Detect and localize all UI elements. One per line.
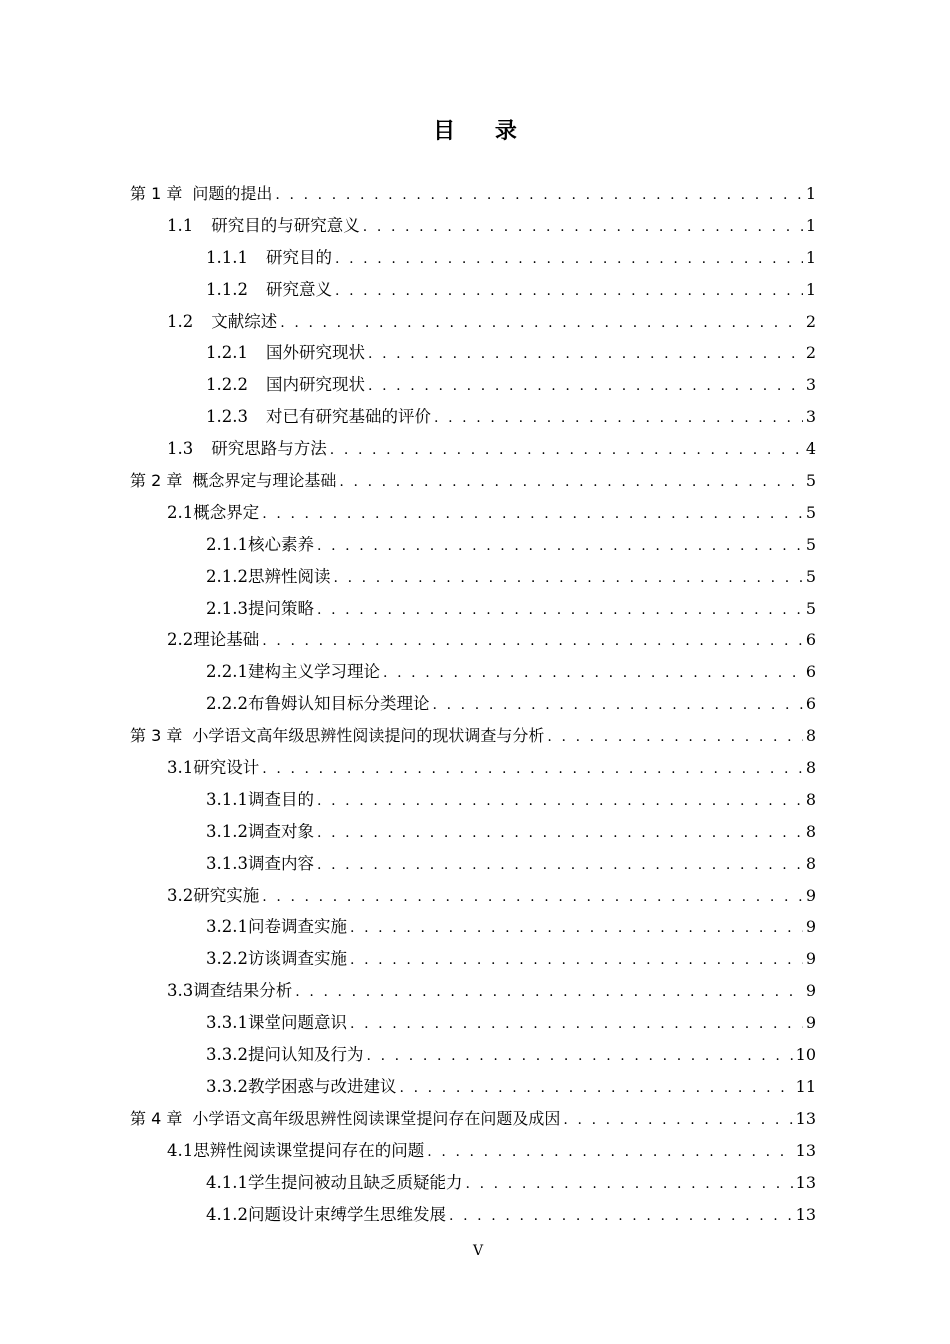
toc-leader-dots	[434, 403, 803, 433]
toc-leader-dots	[350, 945, 803, 975]
toc-leader-dots	[262, 499, 803, 529]
toc-entry-page: 5	[805, 502, 816, 522]
toc-entry-page: 8	[805, 758, 816, 778]
toc-entry-number: 1.1	[167, 215, 194, 235]
toc-entry-title: 问题的提出	[192, 184, 273, 203]
toc-entry[interactable]	[130, 593, 816, 625]
toc-leader-dots	[350, 913, 803, 943]
toc-entry-number: 2.1.1	[206, 534, 248, 554]
toc-entry-number: 3.1.1	[206, 789, 248, 809]
toc-entry-title: 核心素养	[247, 534, 314, 554]
toc-leader-dots	[427, 1137, 792, 1167]
toc-entry-number: 3.3.1	[206, 1013, 248, 1033]
toc-entry-number: 4.1.1	[206, 1172, 248, 1192]
toc-entry-page: 13	[795, 1108, 816, 1128]
toc-entry-title: 国外研究现状	[265, 343, 365, 363]
toc-entry-page: 1	[805, 247, 816, 267]
toc-leader-dots	[563, 1105, 792, 1135]
toc-entry-title: 学生提问被动且缺乏质疑能力	[247, 1172, 463, 1192]
toc-entry-number: 1.2.2	[206, 375, 248, 395]
toc-leader-dots	[317, 786, 803, 816]
toc-leader-dots	[333, 563, 802, 593]
toc-entry-title: 研究实施	[193, 885, 260, 905]
toc-leader-dots	[295, 977, 803, 1007]
toc-leader-dots	[280, 308, 803, 338]
toc-entry-title: 理论基础	[193, 630, 260, 650]
toc-entry[interactable]	[130, 784, 816, 816]
toc-leader-dots	[368, 339, 803, 369]
toc-entry-title: 调查结果分析	[193, 981, 293, 1001]
toc-entry-page: 5	[805, 598, 816, 618]
toc-entry-title: 研究目的与研究意义	[211, 215, 360, 235]
toc-entry-page: 6	[805, 630, 816, 650]
toc-leader-dots	[262, 882, 803, 912]
toc-entry[interactable]	[130, 1199, 816, 1231]
toc-entry[interactable]	[130, 975, 816, 1007]
toc-entry-number: 2.1.2	[206, 566, 248, 586]
toc-entry-title: 课堂问题意识	[247, 1013, 347, 1033]
toc-leader-dots	[317, 531, 803, 561]
toc-entry-number: 第 1 章	[130, 184, 183, 203]
toc-entry[interactable]	[130, 1071, 816, 1103]
toc-entry[interactable]	[130, 816, 816, 848]
toc-entry-title: 研究设计	[193, 758, 260, 778]
toc-entry[interactable]	[130, 1103, 816, 1135]
toc-entry-number: 3.3.2	[206, 1045, 248, 1065]
toc-entry-page: 2	[805, 343, 816, 363]
toc-entry-title: 提问认知及行为	[247, 1045, 364, 1065]
toc-entry[interactable]	[130, 624, 816, 656]
toc-entry[interactable]	[130, 1167, 816, 1199]
toc-entry-title: 概念界定	[193, 502, 260, 522]
toc-entry-number: 3.1	[167, 758, 194, 778]
toc-leader-dots	[335, 276, 803, 306]
toc-leader-dots	[317, 818, 803, 848]
toc-leader-dots	[317, 595, 803, 625]
toc-entry-number: 1.2.1	[206, 343, 248, 363]
toc-entry-page: 1	[805, 279, 816, 299]
toc-entry[interactable]	[130, 1007, 816, 1039]
toc-leader-dots	[465, 1169, 792, 1199]
toc-entry-title: 问题设计束缚学生思维发展	[247, 1204, 446, 1224]
toc-entry[interactable]	[130, 306, 816, 338]
toc-entry-number: 2.2.1	[206, 662, 248, 682]
toc-entry-page: 8	[805, 853, 816, 873]
toc-entry-page: 3	[805, 407, 816, 427]
toc-entry-number: 1.2.3	[206, 407, 248, 427]
toc-entry-number: 3.3	[167, 981, 194, 1001]
toc-entry-title: 教学困惑与改进建议	[247, 1076, 397, 1096]
toc-leader-dots	[275, 180, 802, 210]
toc-entry-page: 5	[805, 566, 816, 586]
toc-entry[interactable]	[130, 848, 816, 880]
toc-entry-page: 8	[805, 821, 816, 841]
toc-entry-number: 2.2	[167, 630, 194, 650]
toc-leader-dots	[330, 435, 803, 465]
toc-entry-number: 1.1.1	[206, 247, 248, 267]
toc-entry[interactable]	[130, 880, 816, 912]
toc-leader-dots	[432, 690, 802, 720]
toc-entry-title: 建构主义学习理论	[247, 662, 380, 682]
toc-entry-page: 3	[805, 375, 816, 395]
toc-entry[interactable]	[130, 943, 816, 975]
toc-entry-page: 6	[805, 662, 816, 682]
toc-entry-number: 3.1.2	[206, 821, 248, 841]
toc-entry-title: 提问策略	[247, 598, 314, 618]
toc-entry-page: 5	[805, 471, 816, 491]
toc-entry-page: 4	[805, 439, 816, 459]
toc-entry-page: 10	[795, 1045, 816, 1065]
toc-entry-title: 研究思路与方法	[211, 439, 327, 459]
toc-entry[interactable]	[130, 401, 816, 433]
toc-entry-page: 9	[805, 885, 816, 905]
toc-entry-title: 访谈调查实施	[247, 949, 347, 969]
toc-entry-page: 13	[795, 1204, 816, 1224]
toc-entry-page: 9	[805, 917, 816, 937]
toc-entry-page: 13	[795, 1140, 816, 1160]
toc-entry-number: 3.2.2	[206, 949, 248, 969]
toc-entry-page: 9	[805, 949, 816, 969]
toc-entry-number: 1.1.2	[206, 279, 248, 299]
toc-leader-dots	[262, 626, 803, 656]
toc-entry[interactable]	[130, 688, 816, 720]
toc-entry-title: 概念界定与理论基础	[192, 471, 337, 491]
toc-entry-page: 1	[805, 184, 816, 203]
toc-entry-page: 5	[805, 534, 816, 554]
toc-entry-title: 国内研究现状	[265, 375, 365, 395]
toc-entry-title: 调查对象	[247, 821, 314, 841]
toc-entry-title: 研究意义	[265, 279, 332, 299]
toc-entry-page: 8	[805, 789, 816, 809]
toc-entry[interactable]	[130, 1039, 816, 1071]
toc-leader-dots	[335, 244, 803, 274]
toc-entry-number: 1.2	[167, 311, 194, 331]
toc-entry-number: 2.1	[167, 502, 194, 522]
toc-entry-page: 1	[805, 215, 816, 235]
toc-leader-dots	[262, 754, 803, 784]
table-of-contents	[130, 178, 816, 1230]
toc-entry-number: 第 2 章	[130, 471, 183, 491]
page-number: V	[472, 1243, 484, 1259]
toc-entry[interactable]	[130, 1135, 816, 1167]
toc-entry[interactable]	[130, 529, 816, 561]
toc-leader-dots	[363, 212, 803, 242]
toc-entry-title: 思辨性阅读课堂提问存在的问题	[193, 1140, 425, 1160]
toc-leader-dots	[339, 467, 802, 497]
toc-entry[interactable]	[130, 369, 816, 401]
toc-leader-dots	[547, 722, 802, 752]
toc-entry-title: 小学语文高年级思辨性阅读提问的现状调查与分析	[192, 726, 545, 746]
toc-entry[interactable]	[130, 210, 816, 242]
toc-entry-number: 3.2.1	[206, 917, 248, 937]
toc-entry-page: 9	[805, 1013, 816, 1033]
toc-entry-number: 4.1	[167, 1140, 194, 1160]
toc-entry[interactable]	[130, 911, 816, 943]
toc-entry-title: 小学语文高年级思辨性阅读课堂提问存在问题及成因	[192, 1108, 561, 1128]
toc-leader-dots	[317, 850, 803, 880]
toc-entry[interactable]	[130, 720, 816, 752]
toc-entry[interactable]	[130, 433, 816, 465]
toc-entry[interactable]	[130, 242, 816, 274]
page-title: 目 录	[433, 119, 533, 144]
toc-leader-dots	[368, 371, 803, 401]
toc-leader-dots	[449, 1201, 793, 1231]
toc-entry[interactable]	[130, 752, 816, 784]
toc-entry-title: 调查内容	[247, 853, 314, 873]
toc-leader-dots	[383, 658, 803, 688]
toc-entry-number: 3.1.3	[206, 853, 248, 873]
toc-entry[interactable]	[130, 465, 816, 497]
toc-entry-page: 13	[795, 1172, 816, 1192]
toc-entry-number: 2.1.3	[206, 598, 248, 618]
toc-entry-number: 3.3.2	[206, 1076, 248, 1096]
toc-entry[interactable]	[130, 274, 816, 306]
toc-entry[interactable]	[130, 178, 816, 210]
toc-entry-number: 2.2.2	[206, 694, 248, 714]
toc-leader-dots	[399, 1073, 792, 1103]
toc-entry-title: 布鲁姆认知目标分类理论	[247, 694, 430, 714]
toc-entry-page: 8	[805, 726, 816, 746]
toc-entry-title: 问卷调查实施	[247, 917, 347, 937]
toc-entry-number: 第 3 章	[130, 726, 183, 746]
toc-entry-page: 9	[805, 981, 816, 1001]
toc-entry[interactable]	[130, 337, 816, 369]
toc-entry-number: 3.2	[167, 885, 194, 905]
toc-entry-title: 对已有研究基础的评价	[265, 407, 431, 427]
toc-entry[interactable]	[130, 656, 816, 688]
toc-entry-number: 4.1.2	[206, 1204, 248, 1224]
toc-entry-title: 研究目的	[265, 247, 332, 267]
toc-leader-dots	[350, 1009, 803, 1039]
toc-entry-page: 6	[805, 694, 816, 714]
toc-entry-title: 调查目的	[247, 789, 314, 809]
toc-entry-title: 文献综述	[211, 311, 278, 331]
toc-leader-dots	[366, 1041, 792, 1071]
toc-entry-number: 1.3	[167, 439, 194, 459]
toc-entry[interactable]	[130, 561, 816, 593]
toc-entry-page: 11	[795, 1076, 816, 1096]
toc-entry[interactable]	[130, 497, 816, 529]
toc-entry-page: 2	[805, 311, 816, 331]
toc-entry-title: 思辨性阅读	[247, 566, 331, 586]
toc-entry-number: 第 4 章	[130, 1108, 183, 1128]
